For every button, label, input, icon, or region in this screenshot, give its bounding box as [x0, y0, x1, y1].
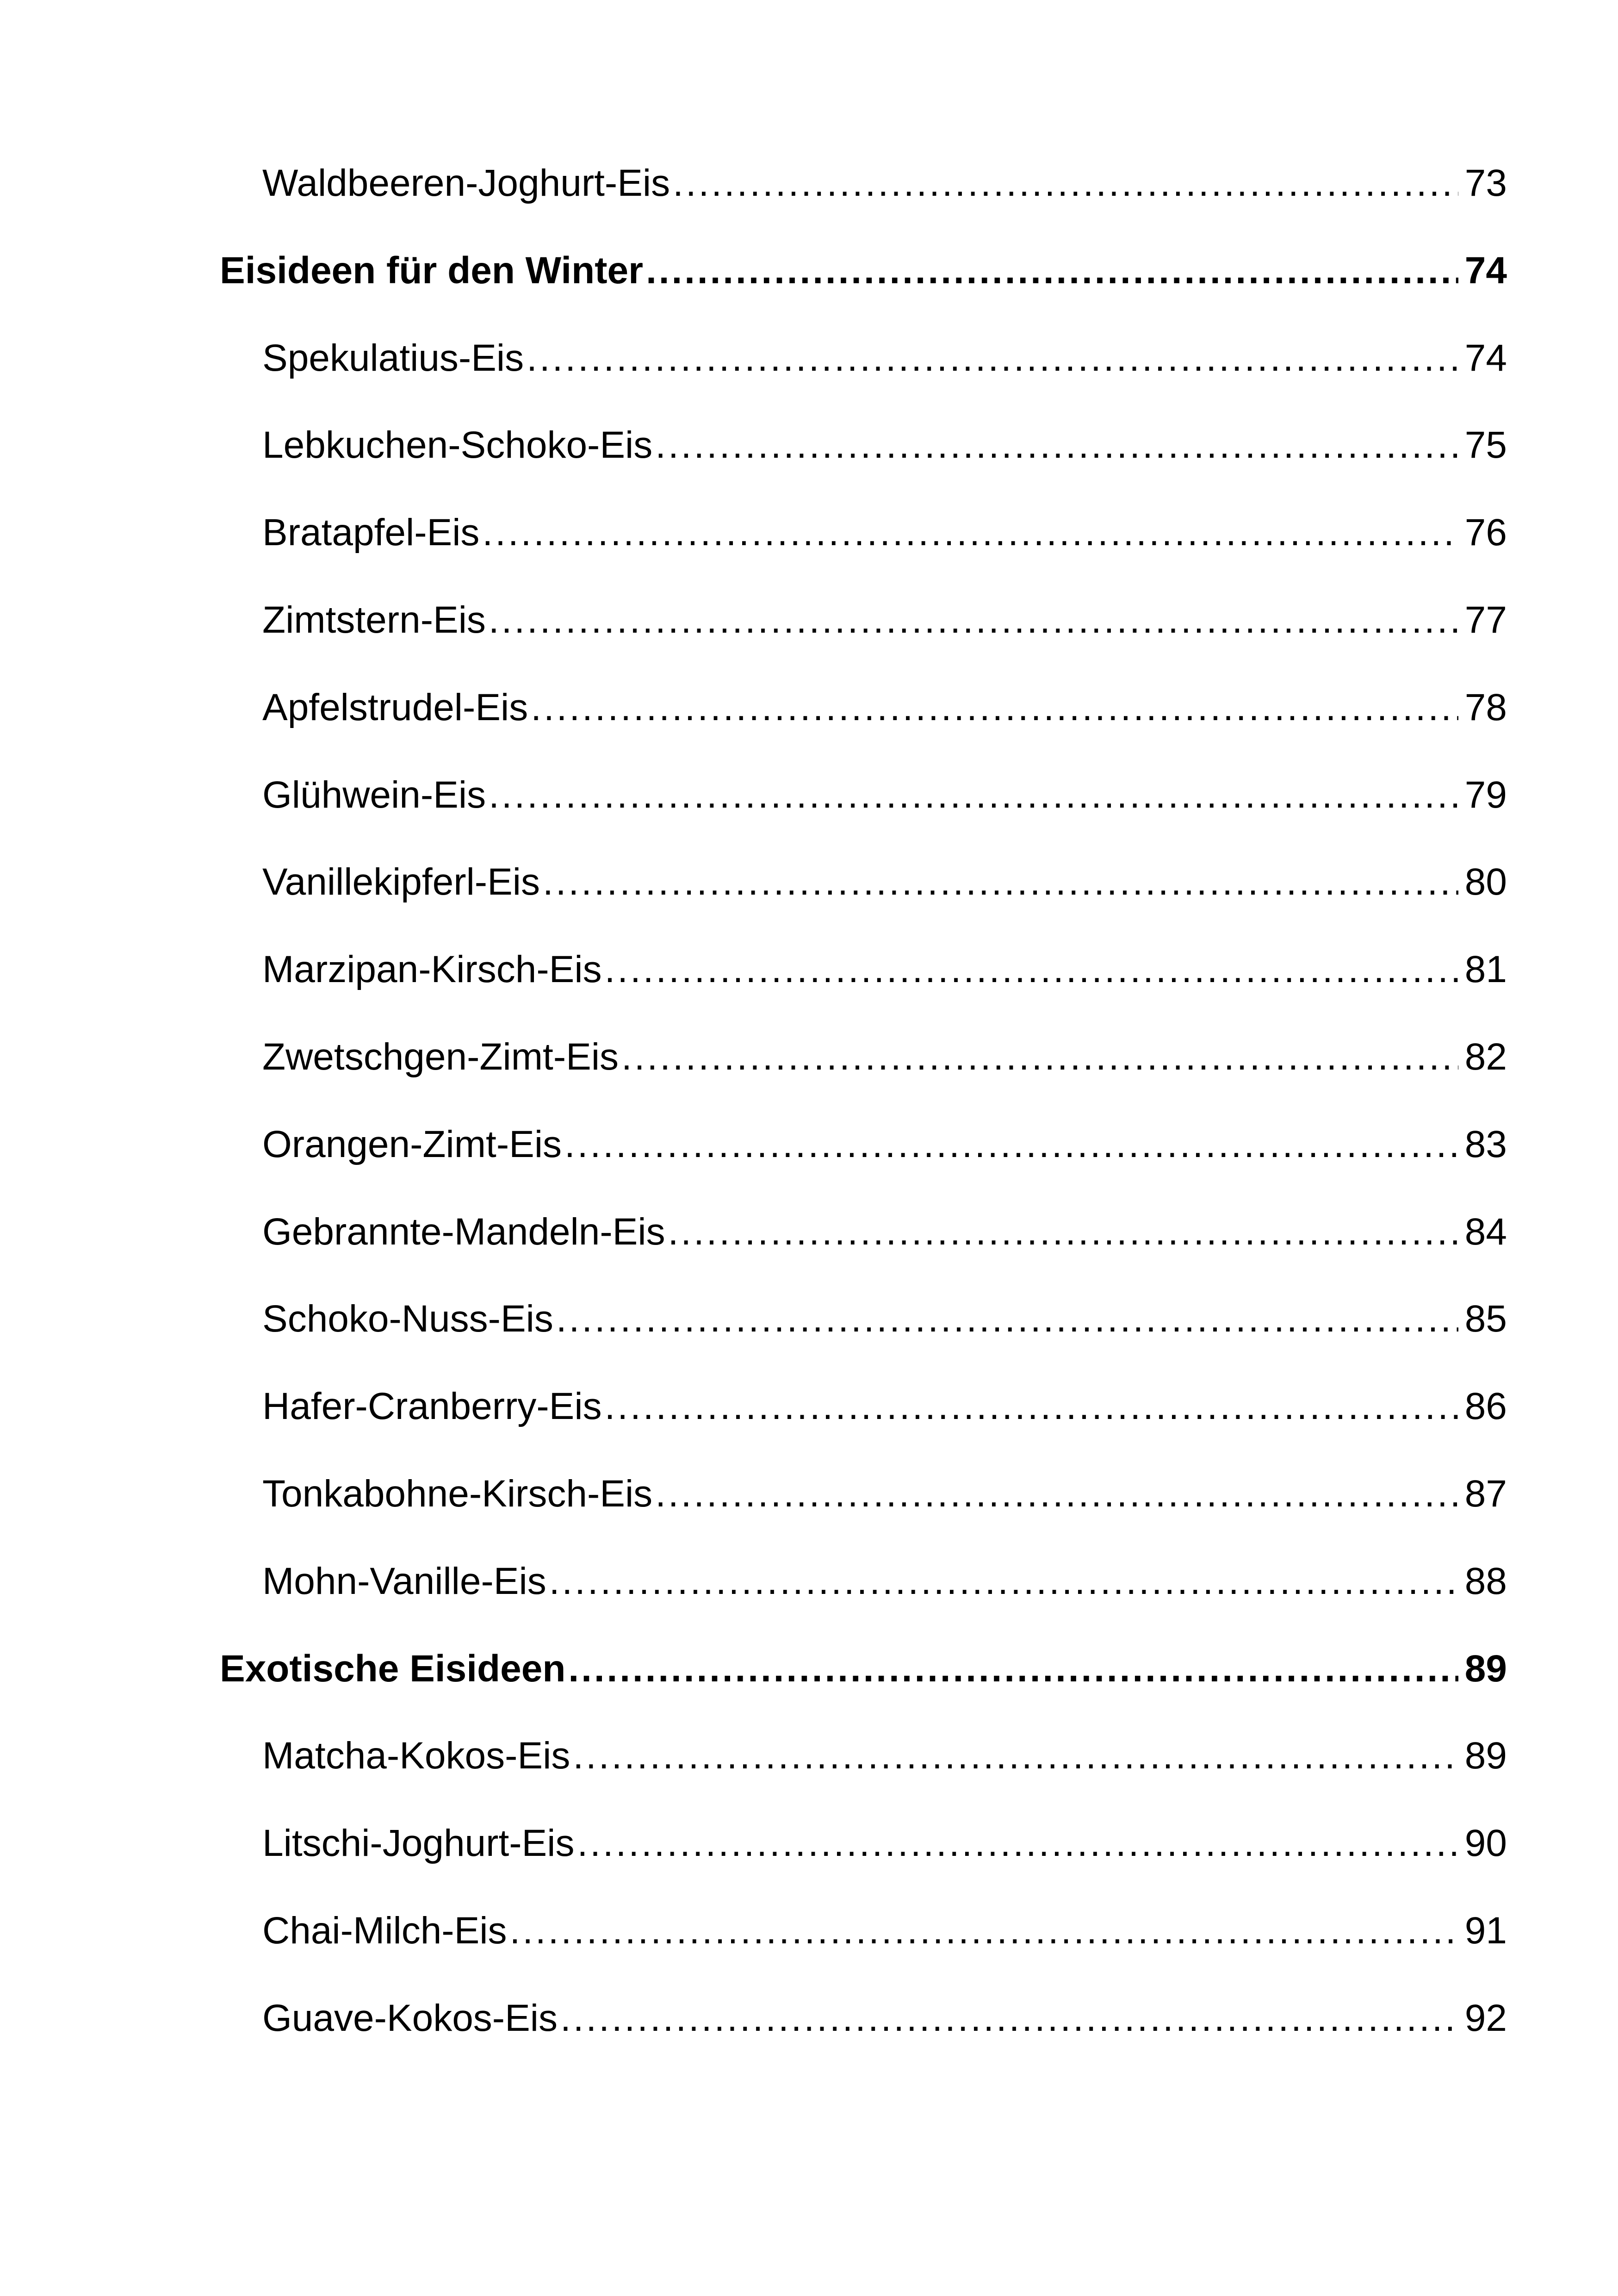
- toc-page-number: 89: [1464, 1737, 1507, 1777]
- dot-leader: [621, 1038, 1458, 1076]
- dot-leader: [605, 951, 1458, 989]
- dot-leader: [605, 1388, 1458, 1425]
- toc-entry-title: Spekulatius-Eis: [262, 339, 524, 379]
- toc-entry-title: Chai-Milch-Eis: [262, 1911, 507, 1952]
- toc-entry[interactable]: [220, 601, 1507, 689]
- toc-chapter-heading[interactable]: [220, 252, 1507, 339]
- toc-entry[interactable]: [220, 1038, 1507, 1126]
- toc-entry-title: Litschi-Joghurt-Eis: [262, 1824, 575, 1865]
- toc-entry-title: Guave-Kokos-Eis: [262, 1999, 558, 2039]
- dot-leader: [543, 863, 1458, 901]
- dot-leader: [549, 1562, 1458, 1600]
- toc-entry-title: Schoko-Nuss-Eis: [262, 1300, 553, 1340]
- toc-entry[interactable]: [220, 1300, 1507, 1388]
- table-of-contents: [220, 164, 1507, 2087]
- toc-entry[interactable]: [220, 689, 1507, 776]
- dot-leader: [482, 514, 1458, 552]
- toc-page-number: 90: [1464, 1824, 1507, 1865]
- dot-leader: [510, 1912, 1458, 1950]
- toc-entry[interactable]: [220, 1912, 1507, 1999]
- toc-entry[interactable]: [220, 1562, 1507, 1650]
- toc-entry-title: Orangen-Zimt-Eis: [262, 1125, 562, 1165]
- toc-page-number: 83: [1464, 1125, 1507, 1165]
- toc-page-number: 74: [1464, 251, 1507, 292]
- toc-entry-title: Marzipan-Kirsch-Eis: [262, 951, 602, 991]
- toc-page-number: 80: [1464, 863, 1507, 903]
- dot-leader: [560, 1999, 1458, 2037]
- toc-entry-title: Zimtstern-Eis: [262, 601, 486, 641]
- toc-entry[interactable]: [220, 1737, 1507, 1824]
- toc-page-number: 81: [1464, 951, 1507, 991]
- dot-leader: [673, 164, 1458, 202]
- dot-leader: [564, 1126, 1458, 1164]
- toc-page-number: 73: [1464, 164, 1507, 204]
- toc-entry[interactable]: [220, 776, 1507, 864]
- toc-entry-title: Waldbeeren-Joghurt-Eis: [262, 164, 670, 204]
- dot-leader: [568, 1650, 1458, 1688]
- toc-page-number: 74: [1464, 339, 1507, 379]
- toc-entry[interactable]: [220, 1475, 1507, 1562]
- toc-entry-title: Matcha-Kokos-Eis: [262, 1737, 570, 1777]
- toc-entry-title: Hafer-Cranberry-Eis: [262, 1388, 602, 1428]
- dot-leader: [489, 601, 1458, 639]
- toc-page-number: 78: [1464, 688, 1507, 728]
- toc-entry[interactable]: [220, 1213, 1507, 1300]
- toc-entry[interactable]: [220, 951, 1507, 1038]
- toc-entry[interactable]: [220, 1126, 1507, 1213]
- dot-leader: [577, 1824, 1458, 1862]
- dot-leader: [655, 1475, 1458, 1513]
- toc-entry-title: Glühwein-Eis: [262, 776, 486, 816]
- toc-entry-title: Lebkuchen-Schoko-Eis: [262, 426, 653, 467]
- toc-page-number: 82: [1464, 1038, 1507, 1078]
- toc-entry[interactable]: [220, 514, 1507, 601]
- toc-chapter-title: Exotische Eisideen: [220, 1649, 566, 1690]
- toc-entry[interactable]: [220, 426, 1507, 514]
- dot-leader: [646, 252, 1458, 290]
- dot-leader: [668, 1213, 1458, 1251]
- toc-entry-title: Tonkabohne-Kirsch-Eis: [262, 1475, 653, 1515]
- toc-page-number: 79: [1464, 776, 1507, 816]
- toc-chapter-heading[interactable]: [220, 1650, 1507, 1737]
- toc-entry[interactable]: [220, 1388, 1507, 1475]
- toc-entry[interactable]: [220, 339, 1507, 427]
- toc-page-number: 75: [1464, 426, 1507, 467]
- toc-entry-title: Bratapfel-Eis: [262, 514, 480, 554]
- toc-page-number: 85: [1464, 1300, 1507, 1340]
- dot-leader: [573, 1737, 1458, 1775]
- toc-entry[interactable]: [220, 164, 1507, 252]
- toc-chapter-title: Eisideen für den Winter: [220, 251, 644, 292]
- dot-leader: [489, 776, 1458, 814]
- toc-entry-title: Zwetschgen-Zimt-Eis: [262, 1038, 619, 1078]
- toc-entry-title: Apfelstrudel-Eis: [262, 688, 528, 728]
- dot-leader: [527, 339, 1458, 377]
- toc-page-number: 87: [1464, 1475, 1507, 1515]
- toc-entry-title: Vanillekipferl-Eis: [262, 863, 540, 903]
- toc-entry-title: Mohn-Vanille-Eis: [262, 1562, 546, 1602]
- toc-entry-title: Gebrannte-Mandeln-Eis: [262, 1213, 665, 1253]
- toc-entry[interactable]: [220, 1999, 1507, 2087]
- toc-page-number: 86: [1464, 1388, 1507, 1428]
- toc-page-number: 76: [1464, 514, 1507, 554]
- dot-leader: [556, 1300, 1458, 1338]
- toc-page-number: 84: [1464, 1213, 1507, 1253]
- dot-leader: [655, 426, 1458, 464]
- toc-page-number: 91: [1464, 1911, 1507, 1952]
- toc-entry[interactable]: [220, 1824, 1507, 1912]
- toc-page-number: 77: [1464, 601, 1507, 641]
- toc-entry[interactable]: [220, 863, 1507, 951]
- dot-leader: [531, 689, 1458, 727]
- toc-page-number: 92: [1464, 1999, 1507, 2039]
- toc-page-number: 89: [1464, 1649, 1507, 1690]
- toc-page-number: 88: [1464, 1562, 1507, 1602]
